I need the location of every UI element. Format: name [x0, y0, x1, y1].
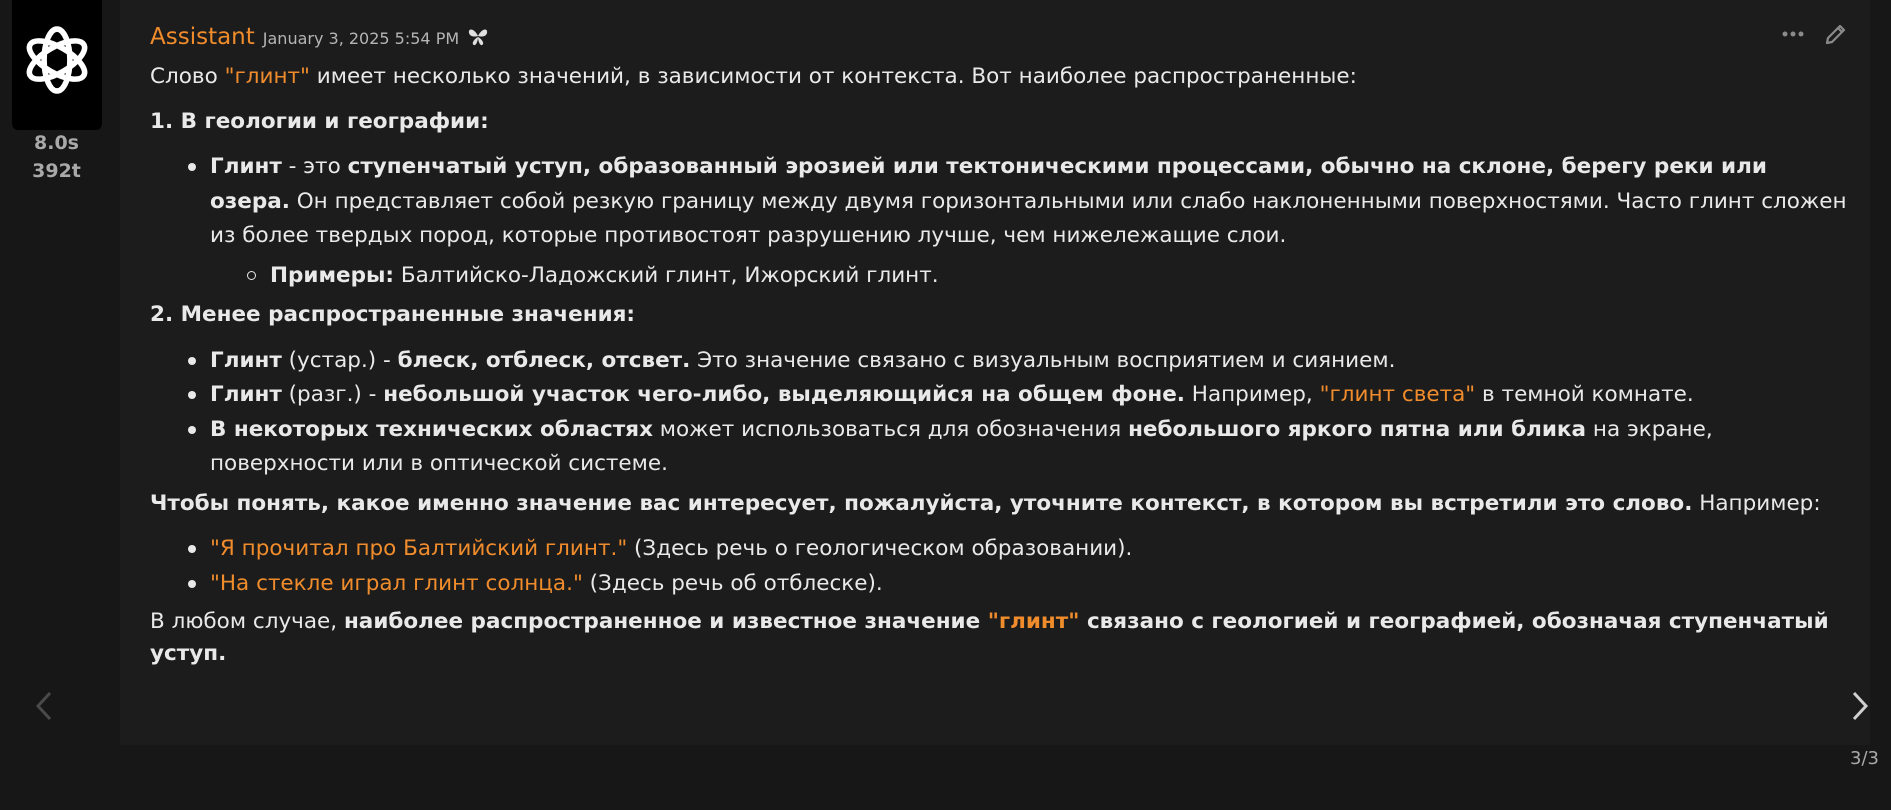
list-item [210, 413, 1850, 482]
avatar [12, 0, 102, 130]
examples-usage-list [150, 532, 1850, 601]
intro-text: Слово [150, 64, 225, 89]
final-bold-end: связано с геологией и географией, обозначая ступенчатый уступ. [150, 609, 1829, 666]
list-item [210, 532, 1850, 567]
examples-label: Примеры: [270, 262, 395, 288]
list-text: (устар.) - [281, 347, 398, 373]
butterfly-icon [467, 27, 489, 51]
list-text: Балтийско-Ладожский глинт, Ижорский глинт. [394, 262, 939, 288]
definition-bold: блеск, отблеск, отсвет. [397, 347, 691, 373]
clarify-paragraph [150, 487, 1850, 522]
definition-bold: ступенчатый уступ, образованный эрозией или тектоническими процессами, обычно на склоне, берегу реки или озера. [210, 154, 1767, 214]
term-highlight: "глинт" [224, 64, 310, 89]
example-highlight: "Я прочитал про Балтийский глинт." [210, 536, 628, 561]
term-bold: В некоторых технических областях [210, 416, 653, 442]
message-header [150, 24, 489, 50]
meanings-list [150, 344, 1850, 482]
clarify-bold: Чтобы понять, какое именно значение вас интересует, пожалуйста, уточните контекст, в котором вы встретили это слово. [150, 490, 1693, 516]
list-text: (Здесь речь о геологическом образовании). [627, 536, 1133, 561]
example-highlight: "На стекле играл глинт солнца." [210, 570, 583, 596]
definition-bold: небольшого яркого пятна или блика [1128, 416, 1587, 442]
token-count: 392t [32, 160, 81, 182]
definition-bold: небольшой участок чего-либо, выделяющийся на общем фоне. [383, 382, 1185, 407]
list-text: (Здесь речь об отблеске). [582, 570, 883, 596]
list-text: Это значение связано с визуальным восприятием и сиянием. [690, 347, 1396, 373]
previous-message-button[interactable] [24, 688, 64, 728]
list-item [270, 259, 1850, 294]
message-sidebar [0, 0, 120, 810]
chevron-right-icon [1851, 690, 1869, 726]
pencil-icon[interactable] [1824, 22, 1848, 46]
list-item [210, 344, 1850, 379]
openai-logo-icon [14, 23, 100, 107]
list-text: Например, [1184, 382, 1320, 407]
list-text: на экране, поверхности или в оптической системе. [210, 416, 1713, 476]
author-name: Assistant [150, 24, 255, 50]
list-text: в темной комнате. [1475, 382, 1694, 407]
examples-list [210, 259, 1850, 294]
term-highlight: "глинт" [987, 609, 1080, 634]
more-icon[interactable] [1782, 31, 1804, 37]
next-message-button[interactable] [1840, 688, 1880, 728]
clarify-text: Например: [1692, 490, 1821, 516]
final-paragraph [150, 606, 1850, 670]
list-text: может использоваться для обозначения [652, 416, 1129, 442]
term-bold: Глинт [210, 382, 282, 407]
message-timestamp: January 3, 2025 5:54 PM [262, 29, 460, 48]
list-text: Он представляет собой резкую границу между двумя горизонтальными или слабо наклоненными поверхностями. Часто глинт сложен из более твердых пород, которые противостоят разрушению лучше, чем нижележащие слои. [210, 188, 1847, 248]
list-text: - это [281, 154, 348, 179]
message-pager: 3/3 [1850, 748, 1879, 769]
chevron-left-icon [35, 690, 53, 726]
response-time: 8.0s [34, 132, 79, 154]
intro-paragraph [150, 60, 1850, 95]
assistant-message [120, 0, 1870, 745]
geology-list [150, 150, 1850, 293]
list-text: (разг.) - [281, 382, 384, 407]
list-item [210, 567, 1850, 602]
section-heading-geology: 1. В геологии и географии: [150, 108, 489, 134]
intro-text-end: имеет несколько значений, в зависимости от контекста. Вот наиболее распространенные: [309, 64, 1357, 89]
final-bold: наиболее распространенное и известное значение [343, 609, 988, 634]
message-body [150, 60, 1850, 670]
term-bold: Глинт [210, 154, 282, 179]
final-text: В любом случае, [150, 609, 344, 634]
message-actions [1782, 22, 1848, 46]
example-highlight: "глинт света" [1319, 382, 1476, 407]
list-item [210, 150, 1850, 293]
term-bold: Глинт [210, 347, 282, 373]
list-item [210, 378, 1850, 413]
section-heading-other: 2. Менее распространенные значения: [150, 302, 636, 327]
